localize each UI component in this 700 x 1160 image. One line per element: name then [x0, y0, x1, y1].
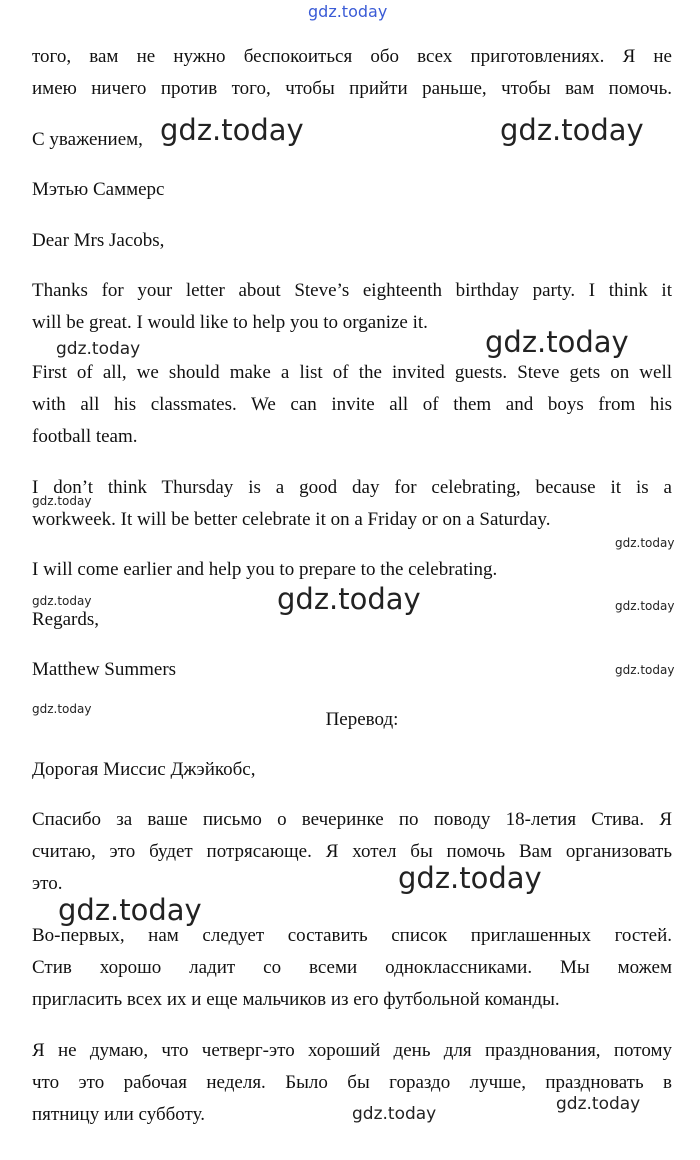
watermark: gdz.today — [556, 1094, 641, 1114]
text-line: это. — [32, 873, 63, 894]
watermark: gdz.today — [160, 113, 304, 147]
letter-signature: Matthew Summers — [32, 659, 177, 680]
watermark: gdz.today — [615, 663, 675, 677]
watermark: gdz.today — [615, 536, 675, 550]
text-line: Thanks for your letter about Steve’s eighteenth birthday party. I think it — [32, 280, 672, 301]
letter-closing: С уважением, — [32, 129, 143, 150]
text-line: with all his classmates. We can invite all of them and boys from his — [32, 394, 672, 415]
watermark: gdz.today — [56, 339, 141, 359]
text-line: Я не думаю, что четверг-это хороший день для празднования, потому — [32, 1040, 672, 1061]
text-line: First of all, we should make a list of the invited guests. Steve gets on well — [32, 362, 672, 383]
watermark: gdz.today — [500, 113, 644, 147]
letter-salutation: Дорогая Миссис Джэйкобс, — [32, 759, 256, 780]
text-line: I don’t think Thursday is a good day for celebrating, because it is a — [32, 477, 672, 498]
text-line: пригласить всех их и еще мальчиков из его футбольной команды. — [32, 989, 560, 1010]
text-line: workweek. It will be better celebrate it on a Friday or on a Saturday. — [32, 509, 551, 530]
text-line: will be great. I would like to help you to organize it. — [32, 312, 428, 333]
text-line: Стив хорошо ладит со всеми одноклассниками. Мы можем — [32, 957, 672, 978]
letter-signature: Мэтью Саммерс — [32, 179, 165, 200]
text-line: пятницу или субботу. — [32, 1104, 205, 1125]
letter-salutation: Dear Mrs Jacobs, — [32, 230, 165, 251]
text-line: что это рабочая неделя. Было бы гораздо лучше, праздновать в — [32, 1072, 672, 1093]
text-line: Во-первых, нам следует составить список приглашенных гостей. — [32, 925, 672, 946]
watermark: gdz.today — [398, 861, 542, 895]
translation-heading: Перевод: — [325, 709, 399, 730]
watermark: gdz.today — [308, 2, 388, 21]
text-line: football team. — [32, 426, 138, 447]
watermark: gdz.today — [32, 494, 92, 508]
text-line: I will come earlier and help you to prepare to the celebrating. — [32, 559, 498, 580]
letter-closing: Regards, — [32, 609, 100, 630]
text-line: Спасибо за ваше письмо о вечеринке по поводу 18-летия Стива. Я — [32, 809, 672, 830]
watermark: gdz.today — [485, 325, 629, 359]
text-line: считаю, это будет потрясающе. Я хотел бы помочь Вам организовать — [32, 841, 672, 862]
watermark: gdz.today — [277, 582, 421, 616]
text-line: имею ничего против того, чтобы прийти раньше, чтобы вам помочь. — [32, 78, 672, 99]
watermark: gdz.today — [32, 594, 92, 608]
watermark: gdz.today — [32, 702, 92, 716]
watermark: gdz.today — [352, 1104, 437, 1124]
watermark: gdz.today — [615, 599, 675, 613]
watermark: gdz.today — [58, 893, 202, 927]
document-page — [32, 0, 675, 1160]
text-line: того, вам не нужно беспокоиться обо всех приготовлениях. Я не — [32, 46, 672, 67]
